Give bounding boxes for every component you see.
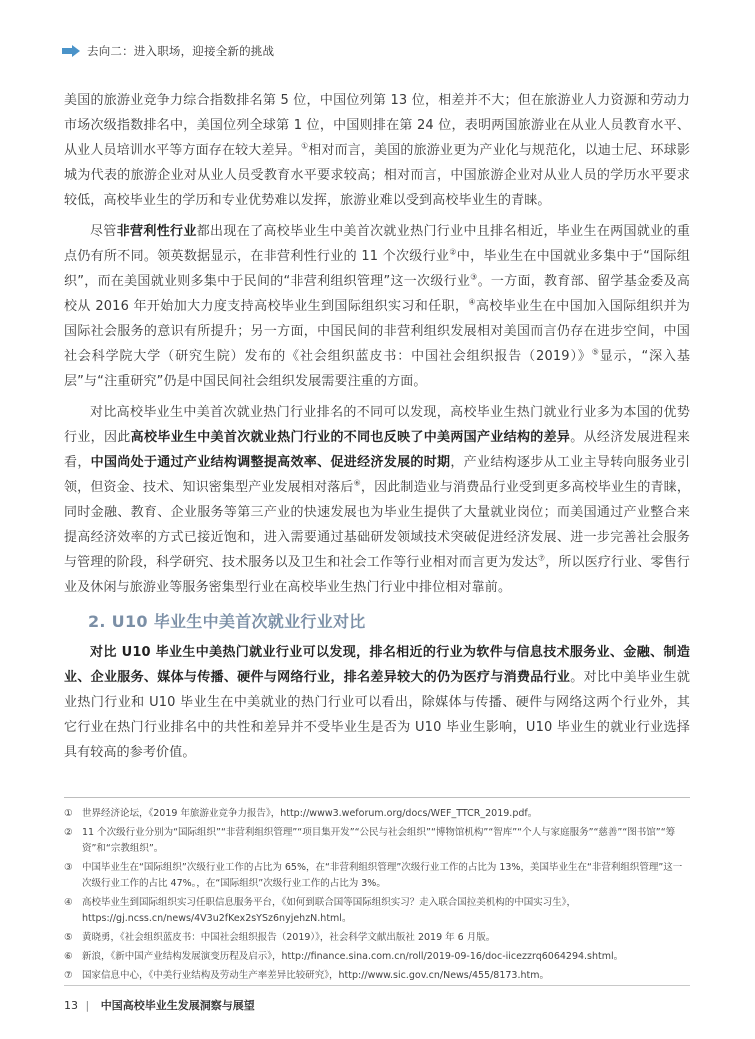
footnote-ref[interactable]: ⑥ — [353, 478, 361, 488]
section-heading: 2. U10 毕业生中美首次就业行业对比 — [88, 612, 366, 631]
footnote-ref[interactable]: ⑦ — [537, 553, 546, 563]
header-text: 去向二：进入职场，迎接全新的挑战 — [87, 44, 275, 58]
paragraph-industry-structure: 对比高校毕业生中美首次就业热门行业排名的不同可以发现，高校毕业生热门就业行业多为本国的优势行业，因此高校毕业生中美首次就业热门行业的不同也反映了中美两国产业结构的差异。从经济发展进程来看，中国尚处于通过产业结构调整提高效率、促进经济发展的时期，产业结构逐步从工业主导转向服务业引领，但资金、技术、知识密集型产业发展相对落后⑥，因此制造业与消费品行业受到更多高校毕业生的青睐，同时金融、教育、企业服务等第三产业的快速发展也为毕业生提供了大量就业岗位；而美国通过产业整合来提高经济效率的方式已接近饱和，进入需要通过基础研发领域技术突破促进经济发展、进一步完善社会服务与管理的阶段，科学研究、技术服务以及卫生和社会工作等行业相对而言更为发达⑦，所以医疗行业、零售行业及休闲与旅游业等服务密集型行业在高校毕业生热门行业中排位相对靠前。 — [64, 405, 690, 595]
page-footer — [64, 997, 255, 1013]
footnote-item: ① 世界经济论坛，《2019 年旅游业竞争力报告》，http://www3.weforum.org/docs/WEF_TTCR_2019.pdf。 — [64, 808, 538, 819]
footnote-item: ② 11 个次级行业分别为“国际组织”“非营利组织管理”“项目集开发”“公民与社会组织”“博物馆机构”“智库”“个人与家庭服务”“慈善”“图书馆”“筹资”和“宗教组织”。 — [64, 827, 676, 854]
running-header — [62, 41, 274, 61]
footer-divider — [64, 985, 690, 986]
footnote-ref[interactable]: ④ — [468, 297, 476, 307]
footnote-item: ⑦ 国家信息中心，《中美行业结构及劳动生产率差异比较研究》，http://www.sic.gov.cn/News/455/8173.htm。 — [64, 970, 549, 981]
footnote-ref[interactable]: ⑤ — [591, 347, 600, 357]
report-title: 中国高校毕业生发展洞察与展望 — [100, 999, 255, 1012]
main-content — [64, 88, 690, 765]
footnote-ref[interactable]: ③ — [470, 272, 478, 282]
arrow-icon — [62, 45, 80, 57]
footnote-divider — [64, 797, 690, 798]
paragraph-nonprofit: 尽管非营利性行业都出现在了高校毕业生中美首次就业热门行业中且排名相近，毕业生在两国就业的重点仍有所不同。领英数据显示，在非营利性行业的 11 个次级行业②中，毕业生在中国就业多集中于“国际组织”，而在美国就业则多集中于民间的“非营利组织管理”这一次级行业③。一方面，教育部、留学基金委及高校从 2016 年开始加大力度支持高校毕业生到国际组织实习和任职，④高校毕业生在中国加入国际组织并为国际社会服务的意识有所提升；另一方面，中国民间的非营利组织发展相对美国而言仍存在进步空间，中国社会科学院大学（研究生院）发布的《社会组织蓝皮书：中国社会组织报告（2019）》⑤显示，“深入基层”与“注重研究”仍是中国民间社会组织发展需要注重的方面。 — [64, 224, 690, 389]
footnote-item: ⑥ 新浪，《新中国产业结构发展演变历程及启示》，http://finance.sina.com.cn/roll/2019-09-16/doc-iicezzrq6064294.shtml。 — [64, 951, 624, 962]
footnote-item: ③ 中国毕业生在“国际组织”次级行业工作的占比为 65%，在“非营利组织管理”次级行业工作的占比为 13%，美国毕业生在“非营利组织管理”这一次级行业工作的占比 47%。，在“国际组织”次级行业工作的占比为 3%。 — [64, 862, 683, 889]
footnote-ref[interactable]: ① — [300, 141, 309, 151]
footnote-ref[interactable]: ② — [449, 247, 457, 257]
paragraph-tourism: 美国的旅游业竞争力综合指数排名第 5 位，中国位列第 13 位，相差并不大；但在旅游业人力资源和劳动力市场次级指数排名中，美国位列全球第 1 位，中国则排在第 24 位，表明两国旅游业在从业人员教育水平、从业人员培训水平等方面存在较大差异。①相对而言，美国的旅游业更为产业化与规范化，以迪士尼、环球影城为代表的旅游企业对从业人员受教育水平要求较高；相对而言，中国旅游企业对从业人员的学历水平要求较低，高校毕业生的学历和专业优势难以发挥，旅游业难以受到高校毕业生的青睐。 — [64, 93, 690, 208]
footnote-item: ④ 高校毕业生到国际组织实习任职信息服务平台，《如何到联合国等国际组织实习？走入联合国拉美机构的中国实习生》，https://gj.ncss.cn/news/4V3u2fKex2sYSz6nyjehzN.html。 — [64, 897, 577, 924]
footnote-item: ⑤ 黄晓勇，《社会组织蓝皮书：中国社会组织报告（2019）》，社会科学文献出版社 2019 年 6 月版。 — [64, 932, 496, 943]
page-number: 13 — [64, 999, 78, 1012]
footer-separator: | — [85, 999, 90, 1012]
paragraph-u10: 对比 U10 毕业生中美热门就业行业可以发现，排名相近的行业为软件与信息技术服务业、金融、制造业、企业服务、媒体与传播、硬件与网络行业，排名差异较大的仍为医疗与消费品行业。对比中美毕业生就业热门行业和 U10 毕业生在中美就业的热门行业可以看出，除媒体与传播、硬件与网络这两个行业外，其它行业在热门行业排名中的共性和差异并不受毕业生是否为 U10 毕业生影响，U10 毕业生的就业行业选择具有较高的参考价值。 — [64, 645, 690, 760]
footnotes — [64, 806, 690, 987]
